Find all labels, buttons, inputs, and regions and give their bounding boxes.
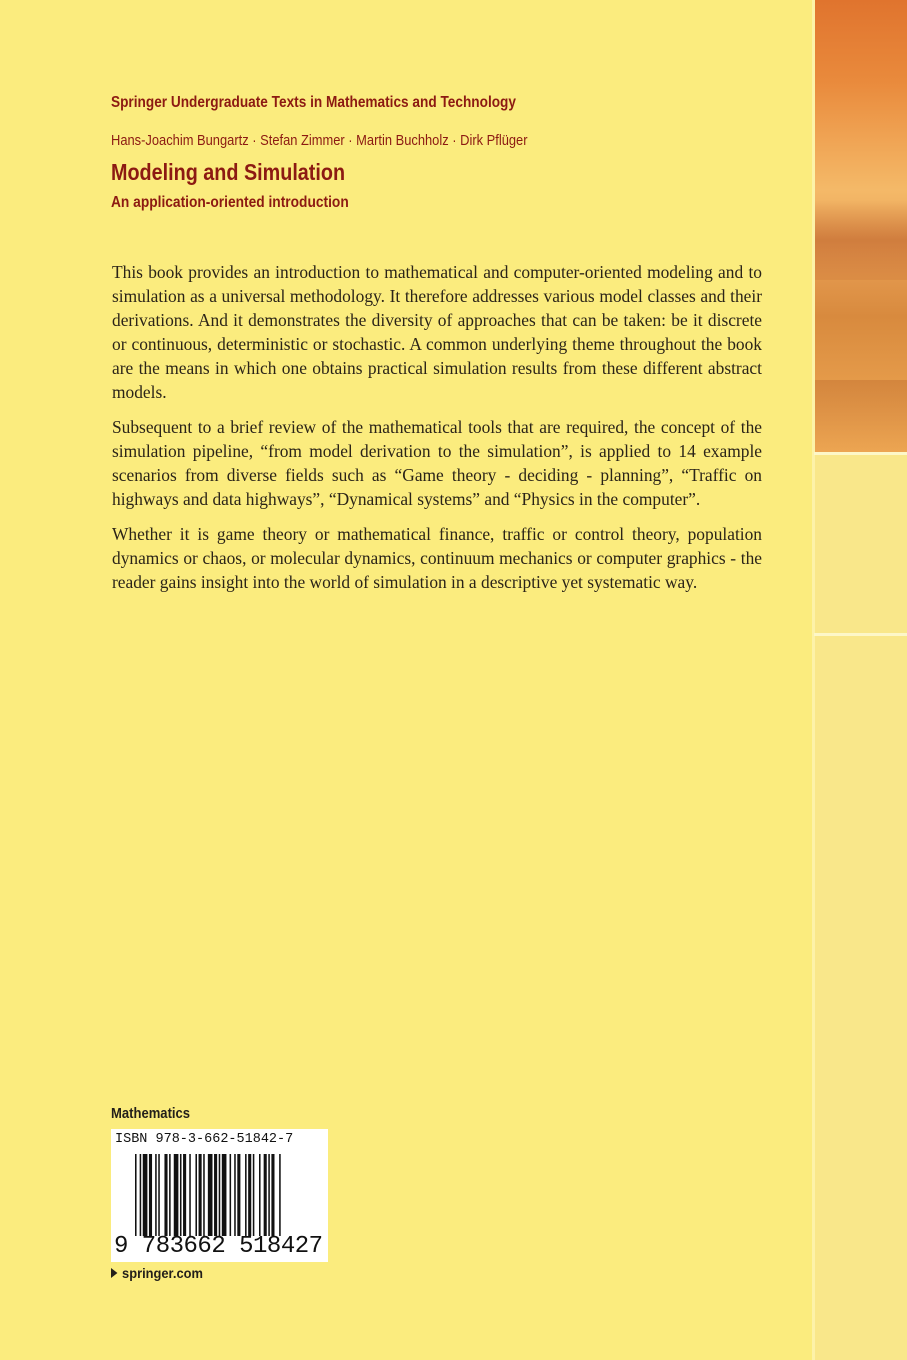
- cover-photo: [814, 0, 907, 452]
- isbn-text: ISBN 978-3-662-51842-7: [115, 1132, 294, 1147]
- arrow-right-icon: [111, 1268, 117, 1278]
- website-text: springer.com: [122, 1265, 203, 1281]
- series-title: Springer Undergraduate Texts in Mathematics and Technology: [111, 94, 516, 111]
- book-subtitle: An application-oriented introduction: [111, 194, 349, 211]
- blurb-paragraph-2: Subsequent to a brief review of the mathematical tools that are required, the concept of the simulation pipeline, “from model derivation to the simulation”, is applied to 14 example scenarios from diverse fields such as “Game theory - deciding - planning”, “Traffic on highways and data highways”, “Dynamical systems” and “Physics in the computer”.: [112, 417, 762, 509]
- blurb: [112, 260, 762, 605]
- barcode-digits: 9 783662 518427: [114, 1233, 323, 1260]
- book-title: Modeling and Simulation: [111, 159, 346, 185]
- blurb-paragraph-1: This book provides an introduction to mathematical and computer-oriented modeling and to simulation as a universal methodology. It therefore addresses various model classes and their derivations. And it demonstrates the diversity of approaches that can be taken: be it discrete or continuous, deterministic or stochastic. A common underlying theme throughout the book are the means in which one obtains practical simulation results from these different abstract models.: [112, 262, 762, 402]
- photo-buildings: [814, 380, 907, 452]
- website-link[interactable]: [111, 1265, 203, 1281]
- authors: Hans-Joachim Bungartz · Stefan Zimmer · Martin Buchholz · Dirk Pflüger: [111, 132, 528, 149]
- spine-divider-lower: [814, 633, 907, 636]
- spine-divider-vertical: [812, 0, 815, 1360]
- blurb-paragraph-3: Whether it is game theory or mathematical finance, traffic or control theory, population dynamics or chaos, or molecular dynamics, continuum mechanics or computer graphics - the reader gains insight into the world of simulation in a descriptive yet systematic way.: [112, 524, 762, 592]
- barcode: [111, 1129, 328, 1262]
- photo-hills: [814, 200, 907, 280]
- spine-divider-upper: [814, 452, 907, 455]
- subject-category: Mathematics: [111, 1106, 191, 1122]
